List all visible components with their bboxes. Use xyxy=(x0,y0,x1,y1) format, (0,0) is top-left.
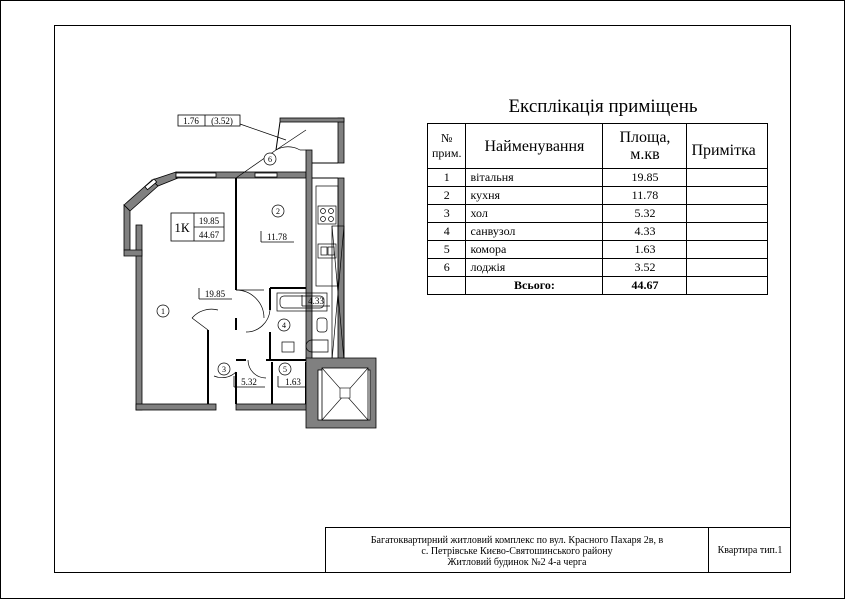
row-area: 4.33 xyxy=(603,223,687,241)
header-note: Примітка xyxy=(687,124,768,169)
apartment-summary xyxy=(171,213,224,241)
svg-text:5.32: 5.32 xyxy=(241,377,257,387)
address-line-1: Багатоквартирний житловий комплекс по вул. Красного Пахаря 2в, в xyxy=(370,535,664,546)
row-area: 5.32 xyxy=(603,205,687,223)
apartment-type: Квартира тип.1 xyxy=(717,545,783,556)
room-marker-6 xyxy=(264,153,276,165)
row-name: комора xyxy=(466,241,603,259)
row-number: 2 xyxy=(428,187,466,205)
row-area: 1.63 xyxy=(603,241,687,259)
svg-text:6: 6 xyxy=(268,155,272,164)
total-label: Всього: xyxy=(466,277,603,295)
row-name: лоджія xyxy=(466,259,603,277)
apartment-total-area: 44.67 xyxy=(198,230,220,240)
total-value: 44.67 xyxy=(603,277,687,295)
room-marker-5 xyxy=(279,363,291,375)
row-number: 4 xyxy=(428,223,466,241)
row-number: 1 xyxy=(428,169,466,187)
header-area: Площа, м.кв xyxy=(603,124,687,169)
svg-text:4.33: 4.33 xyxy=(308,296,324,306)
header-name: Найменування xyxy=(466,124,603,169)
living-area: 19.85 xyxy=(198,216,220,226)
kitchen-fixtures xyxy=(316,186,338,286)
svg-text:19.85: 19.85 xyxy=(204,289,226,299)
loggia-area-label xyxy=(178,115,286,140)
row-name: хол xyxy=(466,205,603,223)
svg-text:3: 3 xyxy=(222,365,226,374)
loggia-area: 1.76 xyxy=(183,116,199,126)
room-area-3 xyxy=(234,376,265,387)
header-number: № прим. xyxy=(428,124,466,169)
room-marker-3 xyxy=(218,363,230,375)
address-line-2: с. Петрівське Києво-Святошинського району xyxy=(421,546,613,557)
svg-text:1: 1 xyxy=(161,307,165,316)
row-number: 6 xyxy=(428,259,466,277)
row-name: санвузол xyxy=(466,223,603,241)
row-area: 11.78 xyxy=(603,187,687,205)
svg-text:4: 4 xyxy=(282,321,286,330)
room-marker-4 xyxy=(278,319,290,331)
svg-text:5: 5 xyxy=(283,365,287,374)
elevator-shaft xyxy=(306,358,376,428)
address-line-3: Житловий будинок №2 4-а черга xyxy=(447,557,587,568)
svg-text:11.78: 11.78 xyxy=(267,232,287,242)
room-area-2 xyxy=(261,231,294,242)
room-marker-1 xyxy=(157,305,169,317)
svg-text:1.63: 1.63 xyxy=(285,377,301,387)
row-area: 19.85 xyxy=(603,169,687,187)
apartment-code: 1К xyxy=(174,220,190,235)
door-swings xyxy=(192,130,306,378)
room-area-1 xyxy=(199,288,232,299)
loggia-area-full: (3.52) xyxy=(211,116,233,126)
page-title: Експлікація приміщень xyxy=(508,96,698,117)
row-number: 3 xyxy=(428,205,466,223)
svg-text:2: 2 xyxy=(276,207,280,216)
row-name: вітальня xyxy=(466,169,603,187)
row-area: 3.52 xyxy=(603,259,687,277)
room-area-5 xyxy=(278,376,306,387)
room-marker-2 xyxy=(272,205,284,217)
row-number: 5 xyxy=(428,241,466,259)
row-name: кухня xyxy=(466,187,603,205)
